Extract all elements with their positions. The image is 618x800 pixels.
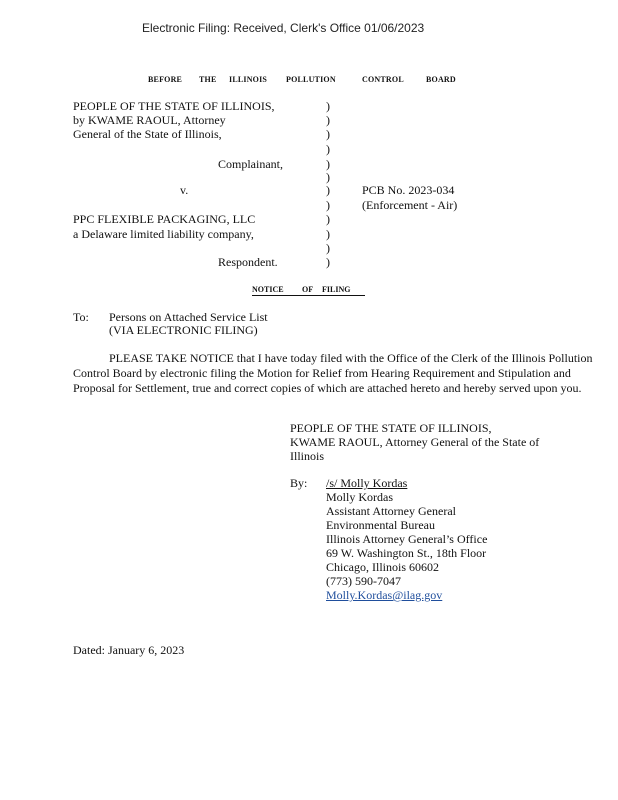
signer-detail: Environmental Bureau [326, 518, 435, 532]
board-title-word: CONTROL [362, 75, 404, 84]
caption-paren: ) [326, 127, 330, 141]
to-line: Persons on Attached Service List [109, 310, 268, 324]
caption-paren: ) [326, 142, 330, 156]
signature-line: /s/ Molly Kordas [326, 476, 408, 490]
caption-paren: ) [326, 198, 330, 212]
board-title-word: BOARD [426, 75, 456, 84]
notice-title-underline [252, 295, 365, 296]
caption-paren: ) [326, 183, 330, 197]
notice-paragraph: PLEASE TAKE NOTICE that I have today filed with the Office of the Clerk of the Illinois Pollution Control Board by electronic filing the Motion for Relief from Hearing Requirement and Stipulation and Proposal for Settlement, true and correct copies of which are attached hereto and hereby served upon you. [73, 351, 593, 395]
signer-detail: (773) 590-7047 [326, 574, 401, 588]
email-link[interactable]: Molly.Kordas@ilag.gov [326, 588, 443, 602]
board-title-word: ILLINOIS [229, 75, 268, 84]
board-title-word: THE [199, 75, 217, 84]
caption-paren: ) [326, 170, 330, 184]
signer-detail: Illinois Attorney General’s Office [326, 532, 488, 546]
complainant-label: Complainant, [218, 157, 283, 171]
versus: v. [180, 183, 189, 197]
party-line: KWAME RAOUL, Attorney General of the State of [290, 435, 540, 449]
case-type: (Enforcement - Air) [362, 198, 458, 212]
complainant-line: PEOPLE OF THE STATE OF ILLINOIS, [73, 99, 275, 113]
caption-paren: ) [326, 255, 330, 269]
dated-line: Dated: January 6, 2023 [73, 643, 185, 657]
signer-detail: Assistant Attorney General [326, 504, 456, 518]
notice-title-word: NOTICE [252, 285, 284, 294]
signer-detail: Chicago, Illinois 60602 [326, 560, 439, 574]
board-title-word: BEFORE [148, 75, 183, 84]
caption-paren: ) [326, 99, 330, 113]
respondent-line: PPC FLEXIBLE PACKAGING, LLC [73, 212, 256, 226]
by-label: By: [290, 476, 308, 490]
to-line: (VIA ELECTRONIC FILING) [109, 323, 258, 337]
notice-title-word: OF [302, 285, 314, 294]
party-line: PEOPLE OF THE STATE OF ILLINOIS, [290, 421, 492, 435]
caption-paren: ) [326, 227, 330, 241]
caption-paren: ) [326, 212, 330, 226]
notice-title-word: FILING [322, 285, 351, 294]
signer-detail: Molly Kordas [326, 490, 393, 504]
complainant-line: General of the State of Illinois, [73, 127, 222, 141]
respondent-line: a Delaware limited liability company, [73, 227, 254, 241]
respondent-label: Respondent. [218, 255, 278, 269]
filing-stamp: Electronic Filing: Received, Clerk's Office 01/06/2023 [142, 21, 425, 35]
board-title-word: POLLUTION [286, 75, 336, 84]
complainant-line: by KWAME RAOUL, Attorney [73, 113, 226, 127]
caption-paren: ) [326, 241, 330, 255]
signer-detail: 69 W. Washington St., 18th Floor [326, 546, 487, 560]
caption-paren: ) [326, 113, 330, 127]
case-number: PCB No. 2023-034 [362, 183, 455, 197]
to-label: To: [73, 310, 89, 324]
party-line: Illinois [290, 449, 325, 463]
caption-paren: ) [326, 157, 330, 171]
